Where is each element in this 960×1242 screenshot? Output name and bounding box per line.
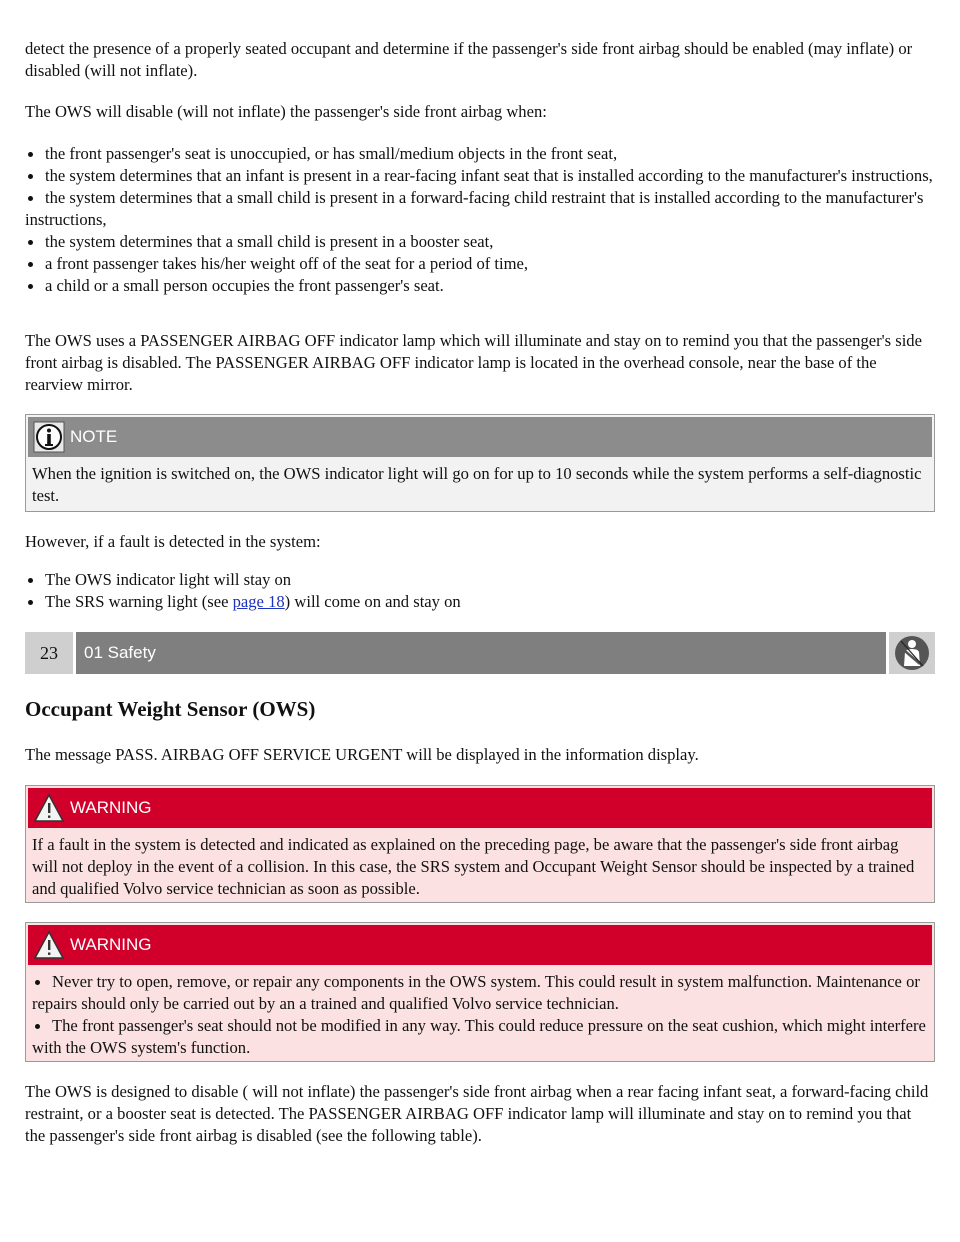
warning-label: WARNING	[70, 798, 152, 817]
warning-text: If a fault in the system is detected and indicated as explained on the preceding page, be aware that the passenger's side front airbag will not deploy in the event of a collision. In this case, the SRS system and Occupant Weight Sensor should be inspected by a trained and qualified Volvo service technician as soon as possible.	[32, 835, 915, 898]
list-item: the system determines that a small child is present in a forward-facing child restraint that is installed according to the manufacturer's instructions,	[25, 187, 935, 231]
intro-paragraph: detect the presence of a properly seated occupant and determine if the passenger's side front airbag should be enabled (may inflate) or disabled (will not inflate).	[25, 39, 913, 80]
warning-header	[28, 925, 932, 965]
lamp-paragraph: The OWS uses a PASSENGER AIRBAG OFF indicator lamp which will illuminate and stay on to remind you that the passenger's side front airbag is disabled. The PASSENGER AIRBAG OFF indicator lamp is located in the overhead console, near the base of the rearview mirror.	[25, 331, 922, 394]
warning-header	[28, 788, 932, 828]
warning-label: WARNING	[70, 935, 152, 954]
note-text: When the ignition is switched on, the OWS indicator light will go on for up to 10 seconds while the system performs a self-diagnostic test.	[32, 464, 922, 505]
list-item-text: The SRS warning light (see	[45, 592, 233, 611]
list-item: the system determines that a small child is present in a booster seat,	[25, 231, 935, 253]
list-item-text: ) will come on and stay on	[284, 592, 461, 611]
warning-triangle-icon	[32, 791, 66, 825]
info-icon	[32, 420, 66, 454]
pass-message-paragraph: The message PASS. AIRBAG OFF SERVICE URGENT will be displayed in the information display.	[25, 745, 699, 764]
page-number: 23	[25, 632, 73, 674]
disable-conditions-lead: The OWS will disable (will not inflate) the passenger's side front airbag when:	[25, 102, 547, 121]
list-item: The front passenger's seat should not be modified in any way. This could reduce pressure on the seat cushion, which might interfere with the OWS system's function.	[32, 1015, 928, 1059]
warning-list	[32, 971, 928, 1059]
warning-box-repair	[25, 922, 935, 1062]
list-item: a front passenger takes his/her weight off of the seat for a period of time,	[25, 253, 935, 275]
fault-lead: However, if a fault is detected in the system:	[25, 532, 321, 551]
list-item: the system determines that an infant is present in a rear-facing infant seat that is installed according to the manufacturer's instructions,	[25, 165, 935, 187]
list-item: the front passenger's seat is unoccupied, or has small/medium objects in the front seat,	[25, 143, 935, 165]
list-item: The OWS indicator light will stay on	[25, 569, 935, 591]
note-label: NOTE	[70, 427, 118, 446]
warning-body	[26, 967, 934, 1065]
list-item	[25, 591, 935, 613]
note-header	[28, 417, 932, 457]
seatbelt-icon	[889, 632, 935, 674]
note-box	[25, 414, 935, 512]
warning-triangle-icon	[32, 928, 66, 962]
chapter-header	[25, 632, 935, 674]
list-item: Never try to open, remove, or repair any components in the OWS system. This could result in system malfunction. Maintenance or repairs should only be carried out by an a trained and qualified Volvo service technician.	[32, 971, 928, 1015]
final-paragraph: The OWS is designed to disable ( will not inflate) the passenger's side front airbag when a rear facing infant seat, a forward-facing child restraint, or a booster seat is detected. The PASSENGER AIRBAG OFF indicator lamp will illuminate and stay on to remind you that the passenger's side front airbag is disabled (see the following table).	[25, 1082, 929, 1145]
section-title: Occupant Weight Sensor (OWS)	[25, 697, 316, 721]
disable-conditions-list	[25, 143, 935, 297]
chapter-title: 01 Safety	[76, 632, 886, 674]
fault-list	[25, 569, 935, 613]
warning-box-fault	[25, 785, 935, 903]
page-18-link[interactable]: page 18	[232, 592, 285, 611]
list-item: a child or a small person occupies the front passenger's seat.	[25, 275, 935, 297]
